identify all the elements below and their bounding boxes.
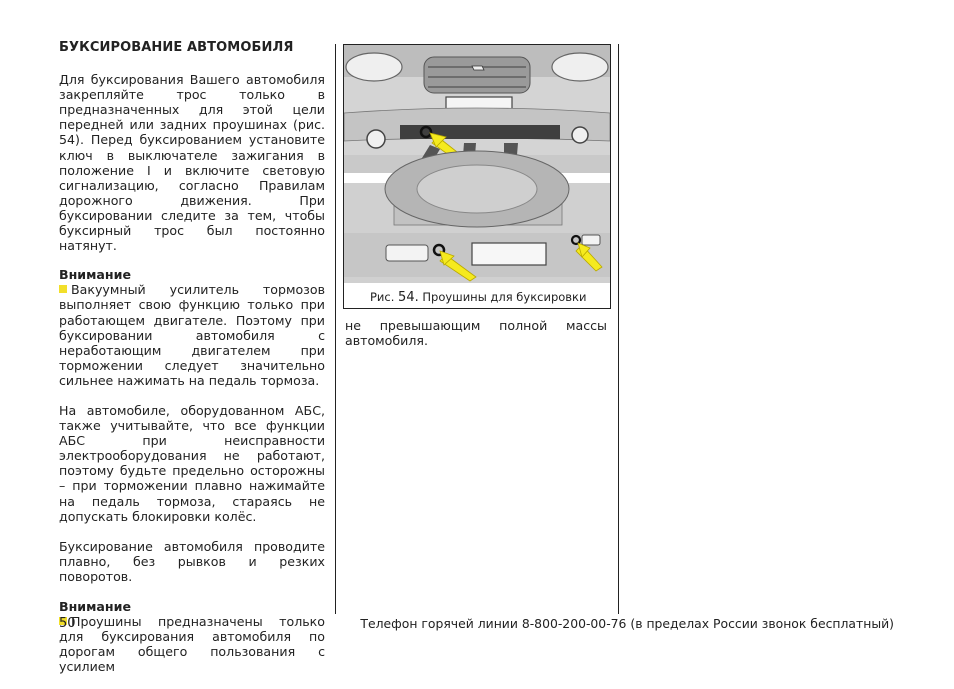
figure-54: [343, 44, 611, 309]
caption-number: 54.: [398, 290, 419, 305]
warning-paragraph-2: [59, 614, 325, 674]
column-divider-left: [335, 44, 336, 614]
warning-heading-2: Внимание: [59, 599, 131, 614]
page-number: 50: [59, 616, 76, 631]
warning-heading-1: Внимание: [59, 267, 131, 283]
caption-prefix: Рис.: [370, 290, 395, 304]
hotline-footer: Телефон горячей линии 8-800-200-00-76 (в пределах России звонок бесплатный): [360, 616, 894, 631]
column-divider-right: [618, 44, 619, 614]
left-column: [59, 40, 325, 689]
caption-text: Проушины для буксировки: [422, 290, 587, 304]
figure-caption: [370, 290, 586, 305]
warning-paragraph-1: [59, 282, 325, 388]
section-title: БУКСИРОВАНИЕ АВТОМОБИЛЯ: [59, 40, 294, 55]
abs-paragraph: На автомобиле, оборудованном АБС, также учитывайте, что все функции АБС при неисправности электрооборудования не работают, поэтому будьте предельно осторожны – при торможении плавно нажимайте на педаль тормоза, стараясь не допускать блокировки колёс.: [59, 402, 325, 524]
smooth-paragraph: Буксирование автомобиля проводите плавно, без рывков и резких поворотов.: [59, 538, 325, 584]
warning-text-2: Проушины предназначены только для буксирования автомобиля по дорогам общего пользования с усилием: [59, 614, 325, 675]
warning-bullet-icon: [59, 285, 67, 293]
warning-continuation: не превышающим полной массы автомобиля.: [345, 318, 607, 349]
intro-paragraph: Для буксирования Вашего автомобиля закрепляйте трос только в предназначенных для этой цели передней или задних проушинах (рис. 54). Перед буксированием установите ключ в выключателе зажигания в положение I и включите световую сигнализацию, согласно Правилам дорожного движения. При буксировании следите за тем, чтобы буксирный трос был постоянно натянут.: [59, 72, 325, 254]
warning-text-1: Вакуумный усилитель тормозов выполняет свою функцию только при работающем двигателе. Поэтому при буксировании автомобиля с неработающим двигателем при торможении следует значительно сильнее нажимать на педаль тормоза.: [59, 282, 325, 388]
tow-hooks-illustration: [344, 45, 610, 308]
